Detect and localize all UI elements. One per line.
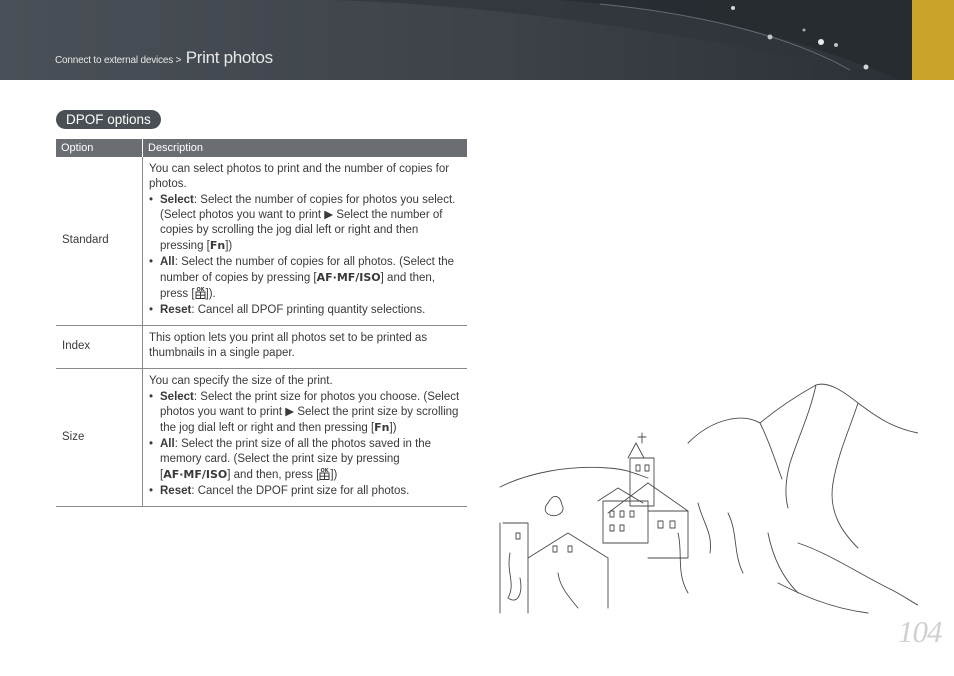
section-heading: DPOF options [56,110,161,129]
bullet-text-middle: ] and then, press [ [227,469,320,481]
bullet-text: : Select the print size for photos you choose. (Select photos you want to print ▶ Select the print size by scrolling the jog dial left or right and then pressing [ [160,391,460,434]
option-name: Index [56,326,143,369]
bullet-select [149,193,461,254]
fn-button-icon: Fn [209,239,226,252]
chapter-tab [912,0,954,80]
breadcrumb-parent: Connect to external devices > [55,55,182,66]
bullet-text: : Select the print size of all the photos saved in the memory card. (Select the print size by pressing [ [160,438,432,481]
svg-text:OK: OK [195,287,205,293]
header-swoosh-decoration [0,0,912,80]
table-header-row [56,139,467,157]
bullet-all [149,437,461,483]
bullet-reset [149,303,461,318]
bullet-term: All [160,438,175,450]
bullet-select [149,390,461,436]
bullet-term: Reset [160,304,192,316]
village-mountain-sketch [498,383,918,618]
page-header [0,0,912,80]
bullet-term: Select [160,391,194,403]
fn-button-icon: Fn [374,421,390,434]
option-description [143,369,468,507]
column-header-description: Description [143,139,468,157]
page-title: Print photos [185,48,273,67]
bullet-text-end: ]). [205,288,216,300]
bullet-reset [149,484,461,499]
dpof-options-table [56,139,467,507]
column-header-option: Option [56,139,143,157]
bullet-term: Select [160,194,194,206]
option-description [143,157,468,326]
description-intro: You can specify the size of the print. [149,375,333,387]
page-number: 104 [898,614,942,649]
bullet-term: Reset [160,485,192,497]
bullet-text-end: ]) [330,469,338,481]
bullet-text-end: ]) [389,422,397,434]
description-text: This option lets you print all photos set to be printed as thumbnails in a single paper. [149,332,428,359]
af-mf-iso-button-icon: AF·MF/ISO [163,468,228,481]
option-name: Standard [56,157,143,326]
ok-button-icon [195,286,206,299]
breadcrumb [55,48,273,68]
bullet-term: All [160,256,175,268]
bullet-text-middle: ] and then, press [ [160,272,436,300]
bullet-text: : Cancel all DPOF printing quantity selections. [191,304,426,316]
option-name: Size [56,369,143,507]
bullet-text: : Select the number of copies for all photos. (Select the number of copies by pressing [ [160,256,455,284]
af-mf-iso-button-icon: AF·MF/ISO [316,271,381,284]
ok-button-icon [319,467,330,480]
svg-text:OK: OK [320,468,329,474]
table-row-standard [56,157,467,326]
bullet-text-end: ]) [225,240,233,252]
bullet-text: : Select the number of copies for photos you select. (Select photos you want to print ▶ Select the number of copies by scrolling the jog dial left or right and then pressing [ [160,194,456,252]
table-row-size [56,369,467,507]
bullet-text: : Cancel the DPOF print size for all photos. [191,485,410,497]
description-intro: You can select photos to print and the number of copies for photos. [149,163,450,190]
bullet-all [149,255,461,302]
table-row-index [56,326,467,369]
option-description [143,326,468,369]
